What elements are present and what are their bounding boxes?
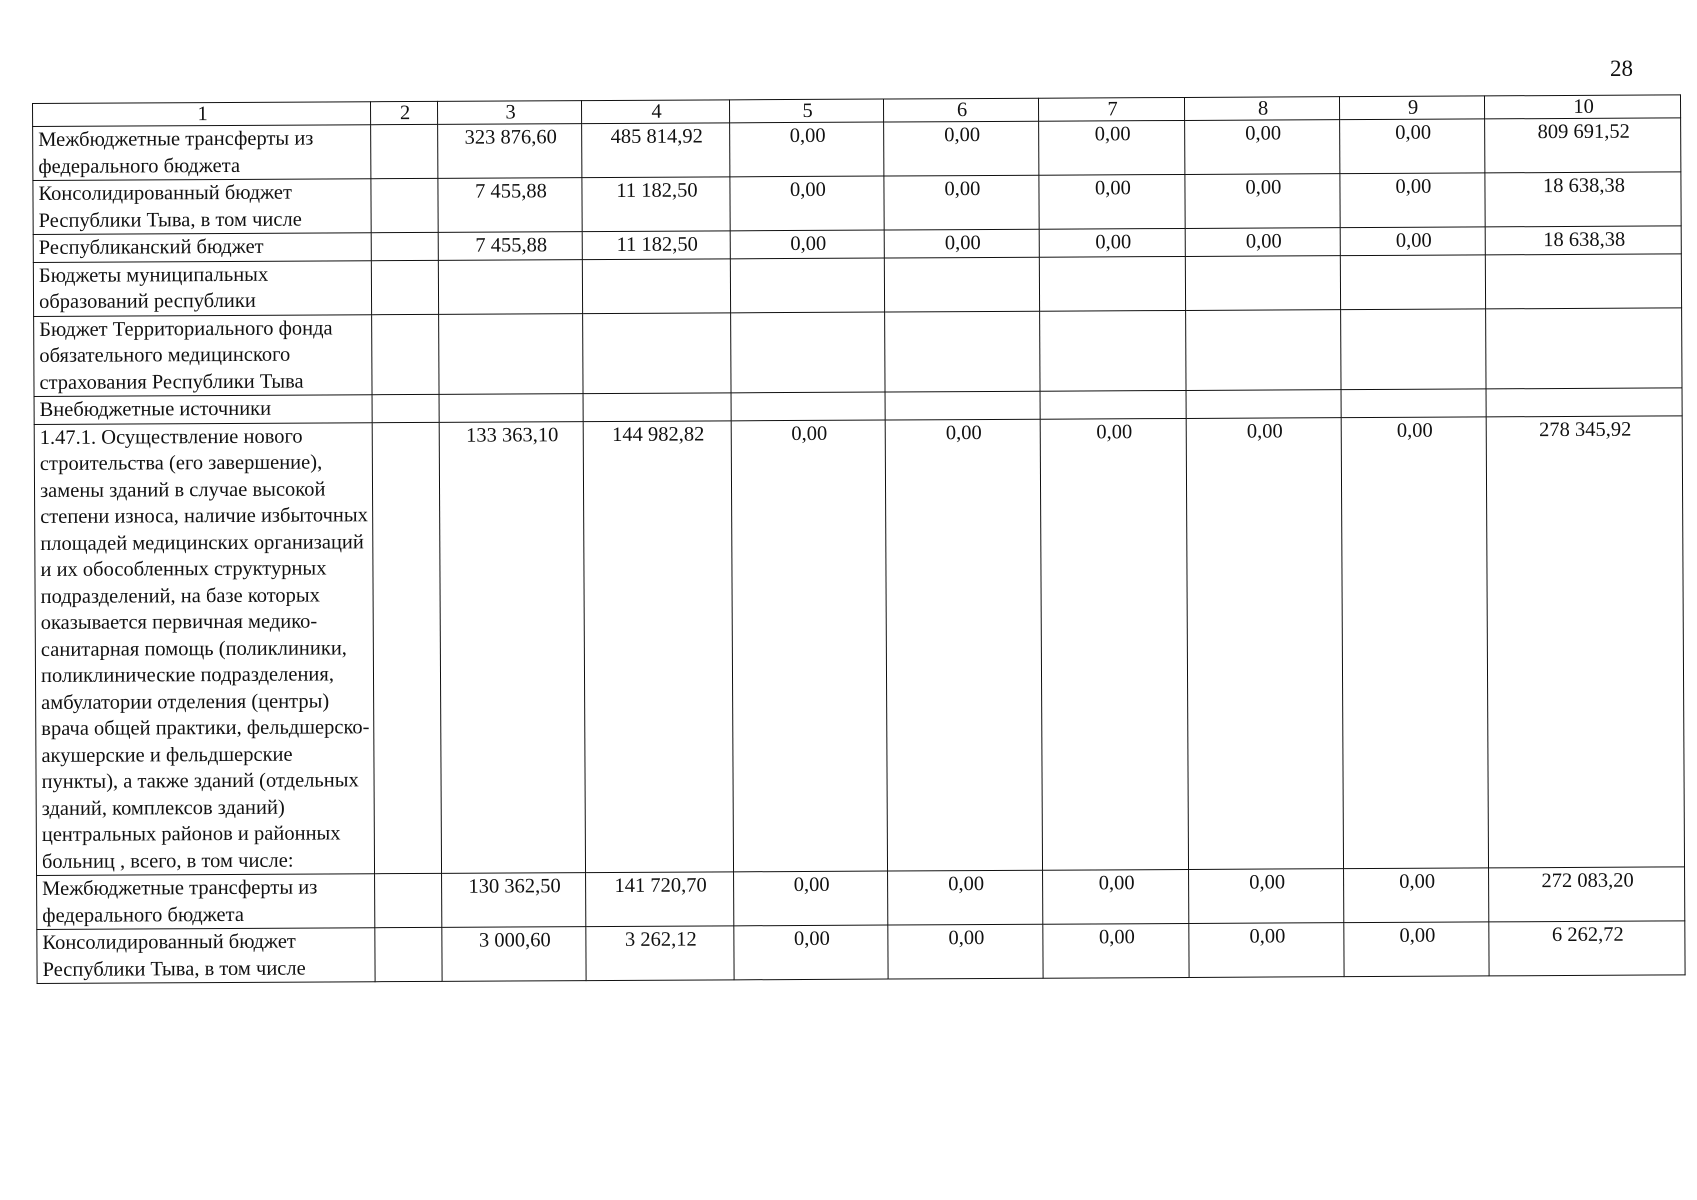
table-row	[34, 307, 1682, 396]
cell-value: 0,00	[1185, 120, 1340, 175]
column-header: 5	[729, 99, 883, 123]
budget-table-wrapper	[32, 94, 1685, 984]
cell-value: 0,00	[1039, 120, 1185, 175]
cell-value: 0,00	[1341, 416, 1488, 868]
cell-value: 0,00	[888, 870, 1043, 925]
cell-value: 0,00	[1344, 922, 1489, 977]
cell-value: 0,00	[884, 175, 1039, 230]
budget-table	[32, 94, 1686, 984]
cell-value: 0,00	[1043, 923, 1189, 978]
cell-value: 0,00	[1189, 923, 1344, 978]
cell-empty	[371, 260, 438, 314]
column-header: 4	[581, 100, 729, 124]
table-row	[37, 921, 1685, 984]
cell-value	[885, 311, 1040, 392]
cell-value: 0,00	[734, 925, 888, 980]
cell-value	[1341, 389, 1486, 417]
cell-value	[1039, 256, 1185, 311]
cell-value: 0,00	[884, 121, 1039, 176]
row-label: Консолидированный бюджет Республики Тыва, в том числе	[33, 179, 371, 235]
cell-value: 0,00	[1340, 173, 1485, 228]
table-row	[33, 172, 1681, 235]
cell-value: 0,00	[730, 122, 884, 177]
column-header: 7	[1038, 97, 1184, 121]
row-label: Республиканский бюджет	[33, 233, 371, 262]
cell-value: 6 262,72	[1489, 921, 1685, 976]
cell-value: 0,00	[734, 871, 888, 926]
table-row	[37, 867, 1685, 930]
cell-value: 0,00	[731, 420, 887, 872]
cell-value	[1341, 308, 1486, 389]
column-header: 1	[33, 102, 371, 127]
cell-value	[1040, 390, 1186, 418]
cell-value: 7 455,88	[438, 178, 582, 233]
cell-value: 0,00	[1040, 418, 1188, 870]
cell-value: 133 363,10	[439, 421, 585, 873]
cell-value: 0,00	[1340, 227, 1485, 255]
cell-value	[731, 312, 885, 393]
column-header: 6	[883, 98, 1038, 122]
cell-value	[884, 257, 1039, 312]
cell-value: 0,00	[1340, 119, 1485, 174]
cell-value: 0,00	[730, 176, 884, 231]
table-row	[33, 118, 1681, 181]
cell-value: 3 262,12	[586, 926, 734, 981]
cell-value	[583, 393, 731, 421]
cell-value	[583, 312, 731, 393]
row-label: Консолидированный бюджет Республики Тыва, в том числе	[37, 928, 375, 984]
cell-value: 7 455,88	[438, 232, 582, 260]
cell-value	[439, 313, 583, 394]
cell-value	[731, 392, 885, 420]
cell-value: 0,00	[1186, 417, 1343, 869]
page-number: 28	[1610, 56, 1633, 81]
column-header: 10	[1484, 95, 1680, 119]
column-header: 9	[1339, 96, 1484, 120]
cell-value	[1485, 253, 1681, 308]
cell-value: 323 876,60	[438, 124, 582, 179]
column-header: 3	[437, 101, 581, 125]
cell-value	[885, 391, 1040, 419]
row-label: Бюджет Территориального фонда обязательного медицинского страхования Республики Тыва	[34, 314, 372, 396]
cell-value: 0,00	[1344, 868, 1489, 923]
cell-value: 0,00	[884, 229, 1039, 257]
cell-value: 0,00	[1185, 174, 1340, 229]
cell-value: 3 000,60	[442, 927, 586, 982]
cell-value	[730, 258, 884, 313]
row-label: 1.47.1. Осуществление нового строительства (его завершение), замены зданий в случае высокой степени износа, наличие избыточных площадей медицинских организаций и их обособленных структурных подразделений, на базе которых оказывается первичная медико-санитарная помощь (поликлиники, поликлинические подразделения, амбулатории отделения (центры) врача общей практики, фельдшерско-акушерские и фельдшерские пункты), а также зданий (отдельных зданий, комплексов зданий) центральных районов и районных больниц , всего, в том числе:	[34, 422, 374, 875]
row-label: Межбюджетные трансферты из федерального бюджета	[33, 125, 371, 181]
cell-value: 11 182,50	[582, 177, 730, 232]
cell-empty	[372, 314, 439, 395]
cell-value: 18 638,38	[1485, 172, 1681, 227]
cell-empty	[371, 232, 438, 260]
cell-value	[1340, 254, 1485, 309]
cell-value	[582, 258, 730, 313]
cell-empty	[372, 394, 439, 422]
cell-value: 11 182,50	[582, 231, 730, 259]
column-header: 8	[1184, 97, 1339, 121]
cell-value: 0,00	[885, 419, 1042, 871]
cell-value: 0,00	[730, 230, 884, 258]
cell-value	[1486, 307, 1682, 389]
cell-value: 272 083,20	[1489, 867, 1685, 922]
column-header: 2	[370, 101, 437, 124]
cell-value	[1185, 255, 1340, 310]
cell-value: 0,00	[1185, 228, 1340, 256]
table-row	[34, 415, 1684, 875]
cell-value: 130 362,50	[442, 873, 586, 928]
row-label: Бюджеты муниципальных образований республики	[33, 260, 371, 316]
cell-empty	[375, 927, 442, 981]
cell-value: 141 720,70	[586, 872, 734, 927]
cell-value: 0,00	[1039, 174, 1185, 229]
cell-value: 0,00	[888, 924, 1043, 979]
cell-value: 144 982,82	[583, 420, 733, 872]
cell-empty	[371, 124, 438, 178]
row-label: Межбюджетные трансферты из федерального бюджета	[37, 874, 375, 930]
cell-empty	[372, 422, 441, 874]
cell-empty	[371, 178, 438, 232]
cell-value	[438, 259, 582, 314]
cell-value	[1186, 309, 1341, 390]
cell-empty	[375, 873, 442, 927]
cell-value	[1486, 388, 1682, 417]
cell-value: 0,00	[1189, 869, 1344, 924]
cell-value: 18 638,38	[1485, 226, 1681, 255]
cell-value: 0,00	[1043, 869, 1189, 924]
row-label: Внебюджетные источники	[34, 395, 372, 424]
cell-value: 278 345,92	[1486, 415, 1684, 868]
cell-value: 0,00	[1039, 228, 1185, 256]
cell-value: 485 814,92	[582, 123, 730, 178]
cell-value	[1186, 390, 1341, 418]
cell-value: 809 691,52	[1485, 118, 1681, 173]
cell-value	[439, 394, 583, 422]
table-row	[33, 253, 1681, 316]
cell-value	[1040, 310, 1186, 391]
